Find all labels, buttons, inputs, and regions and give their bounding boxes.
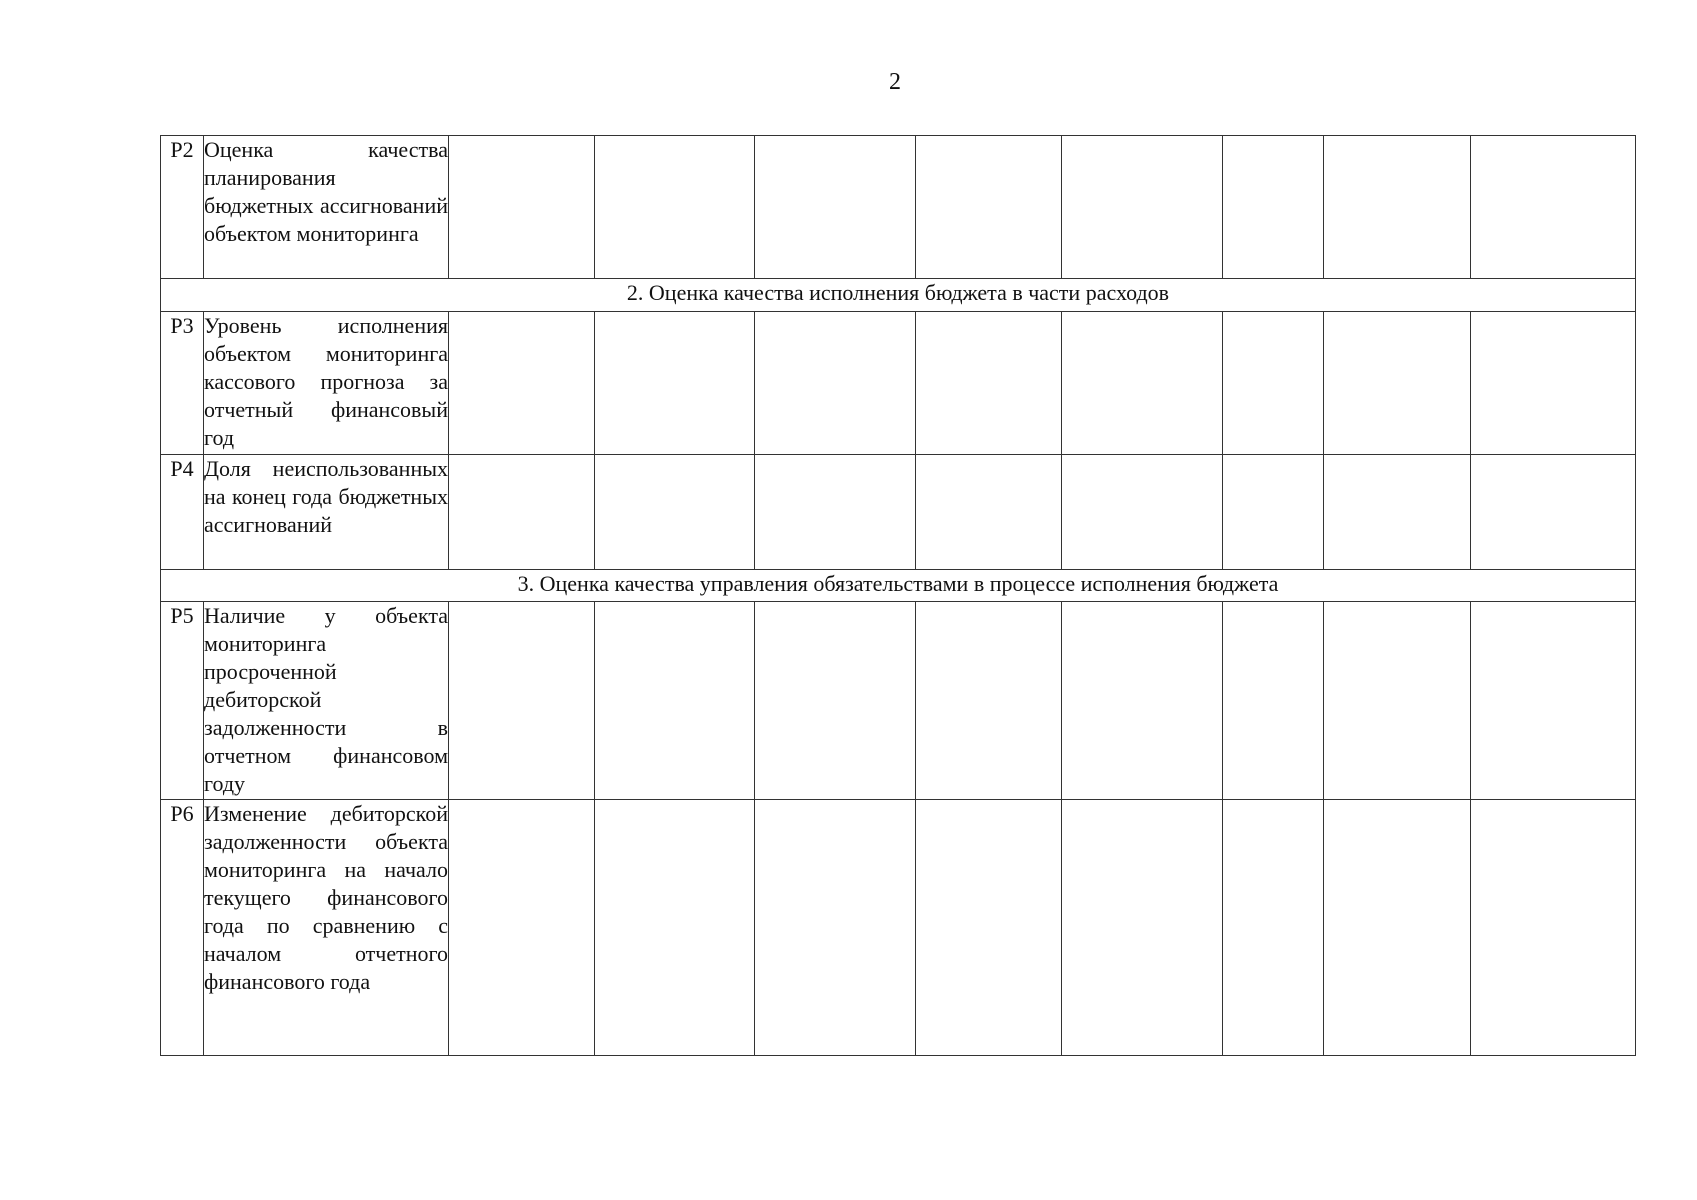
empty-cell	[1471, 800, 1636, 1056]
row-code: Р4	[161, 455, 204, 570]
empty-cell	[595, 136, 755, 279]
empty-cell	[1471, 312, 1636, 455]
empty-cell	[755, 800, 916, 1056]
row-code: Р2	[161, 136, 204, 279]
table-row	[161, 136, 1636, 279]
section-heading: 3. Оценка качества управления обязательствами в процессе исполнения бюджета	[161, 570, 1636, 602]
empty-cell	[449, 602, 595, 800]
empty-cell	[595, 800, 755, 1056]
empty-cell	[1471, 602, 1636, 800]
empty-cell	[916, 800, 1062, 1056]
empty-cell	[1471, 455, 1636, 570]
empty-cell	[916, 136, 1062, 279]
table-row	[161, 800, 1636, 1056]
empty-cell	[1223, 800, 1324, 1056]
empty-cell	[1324, 312, 1471, 455]
empty-cell	[1062, 455, 1223, 570]
empty-cell	[1223, 602, 1324, 800]
row-description: Наличие у объекта мониторинга просроченной дебиторской задолженности в отчетном финансовом году	[204, 602, 449, 800]
row-code: Р6	[161, 800, 204, 1056]
empty-cell	[1223, 312, 1324, 455]
row-description: Уровень исполнения объектом мониторинга кассового прогноза за отчетный финансовый год	[204, 312, 449, 455]
empty-cell	[1324, 800, 1471, 1056]
empty-cell	[1062, 602, 1223, 800]
empty-cell	[755, 136, 916, 279]
row-description: Изменение дебиторской задолженности объекта мониторинга на начало текущего финансового года по сравнению с началом отчетного финансового года	[204, 800, 449, 1056]
empty-cell	[595, 312, 755, 455]
page-number: 2	[889, 69, 901, 95]
empty-cell	[916, 455, 1062, 570]
row-description: Оценка качества планирования бюджетных ассигнований объектом мониторинга	[204, 136, 449, 279]
empty-cell	[755, 602, 916, 800]
empty-cell	[1324, 455, 1471, 570]
empty-cell	[1471, 136, 1636, 279]
empty-cell	[1062, 800, 1223, 1056]
row-code: Р5	[161, 602, 204, 800]
row-code: Р3	[161, 312, 204, 455]
empty-cell	[916, 602, 1062, 800]
empty-cell	[595, 602, 755, 800]
table-row	[161, 312, 1636, 455]
empty-cell	[449, 312, 595, 455]
row-description: Доля неиспользованных на конец года бюджетных ассигнований	[204, 455, 449, 570]
empty-cell	[1324, 602, 1471, 800]
empty-cell	[1324, 136, 1471, 279]
section-row	[161, 279, 1636, 312]
empty-cell	[916, 312, 1062, 455]
empty-cell	[1223, 455, 1324, 570]
table-row	[161, 455, 1636, 570]
section-row	[161, 570, 1636, 602]
empty-cell	[449, 136, 595, 279]
empty-cell	[449, 800, 595, 1056]
table-row	[161, 602, 1636, 800]
empty-cell	[449, 455, 595, 570]
empty-cell	[1223, 136, 1324, 279]
empty-cell	[755, 455, 916, 570]
empty-cell	[1062, 136, 1223, 279]
empty-cell	[755, 312, 916, 455]
section-heading: 2. Оценка качества исполнения бюджета в части расходов	[161, 279, 1636, 312]
indicator-table	[160, 135, 1636, 1056]
empty-cell	[1062, 312, 1223, 455]
empty-cell	[595, 455, 755, 570]
